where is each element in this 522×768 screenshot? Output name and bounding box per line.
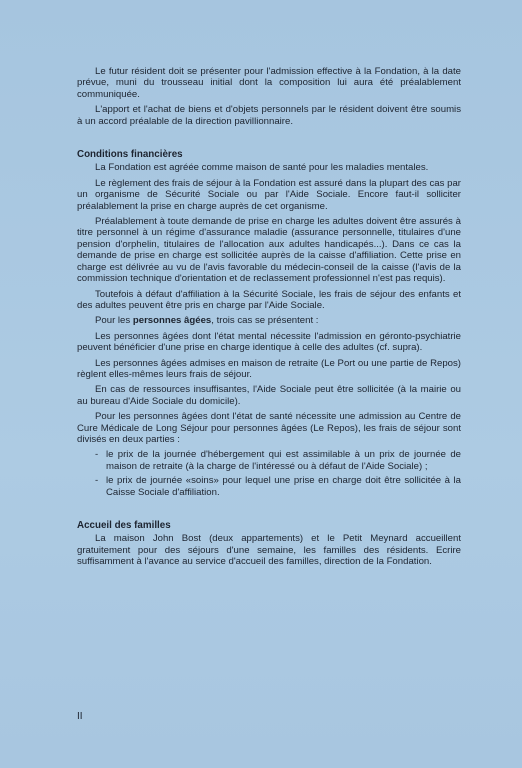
section-spacer — [77, 502, 461, 520]
financial-paragraph-2: Le règlement des frais de séjour à la Fondation est assuré dans la plupart des cas par un organisme de Sécurité Sociale ou par l'Aide Sociale. Encore faut-il solliciter préalablement la prise en charge auprès de cet organisme. — [77, 177, 461, 212]
p5-after: , trois cas se présentent : — [211, 315, 319, 327]
elderly-emphasis: personnes âgées — [132, 315, 212, 327]
financial-conditions-heading: Conditions financières — [77, 149, 183, 161]
financial-paragraph-7: Les personnes âgées admises en maison de retraite (Le Port ou une partie de Repos) règlent elles-mêmes leurs frais de séjour. — [77, 357, 461, 380]
page-content — [77, 66, 461, 572]
section-spacer — [77, 131, 461, 149]
families-paragraph-1: La maison John Bost (deux appartements) et le Petit Meynard accueillent gratuitement pour des séjours d'une semaine, les familles des résidents. Ecrire suffisamment à l'avance au service d'accueil des familles, direction de la Fondation. — [77, 533, 461, 568]
intro-paragraph-1: Le futur résident doit se présenter pour l'admission effective à la Fondation, à la date prévue, muni du trousseau initial dont la composition lui aura été préalablement communiquée. — [77, 66, 461, 100]
financial-paragraph-9: Pour les personnes âgées dont l'état de santé nécessite une admission au Centre de Cure Médicale de Long Séjour pour personnes âgées (Le Repos), les frais de séjour sont divisés en deux parties : — [77, 411, 461, 445]
financial-paragraph-5 — [77, 315, 461, 326]
fee-part-item: - le prix de journée «soins» pour lequel une prise en charge doit être sollicitée à la Caisse Sociale d'affiliation. — [95, 475, 461, 498]
p5-before: Pour les — [95, 315, 133, 327]
fee-parts-list — [77, 449, 461, 498]
family-welcome-heading: Accueil des familles — [77, 520, 171, 531]
financial-paragraph-1: La Fondation est agréée comme maison de santé pour les maladies mentales. — [95, 162, 429, 174]
financial-paragraph-4: Toutefois à défaut d'affiliation à la Sécurité Sociale, les frais de séjour des enfants et des adultes peuvent être pris en charge par l'Aide Sociale. — [77, 288, 461, 311]
financial-paragraph-6: Les personnes âgées dont l'état mental nécessite l'admission en géronto-psychiatrie peuvent bénéficier d'une prise en charge identique à celle des adultes (cf. supra). — [77, 330, 461, 354]
financial-paragraph-3: Préalablement à toute demande de prise en charge les adultes doivent être assurés à titre personnel à un régime d'assurance maladie (assurance personnelle, titulaires d'une pension d'orphelin, titulaires de l'allocation aux adultes handicapés...). Dans ce cas la demande de prise en charge est sollicitée auprès de la caisse d'affiliation. Cette prise en charge est délivrée au vu de l'avis favorable du médecin-conseil de la caisse (l'avis de la commission technique d'orientation et de reclassement professionnel n'est pas requis). — [77, 216, 461, 285]
fee-part-item: - le prix de la journée d'hébergement qui est assimilable à un prix de journée de maison de retraite (à la charge de l'intéressé ou à défaut de l'Aide Sociale) ; — [95, 449, 461, 472]
page-number: II — [77, 711, 83, 722]
intro-paragraph-2: L'apport et l'achat de biens et d'objets personnels par le résident doivent être soumis à un accord préalable de la direction pavillionnaire. — [77, 104, 461, 127]
financial-paragraph-8: En cas de ressources insuffisantes, l'Aide Sociale peut être sollicitée (à la mairie ou au bureau d'Aide Sociale du domicile). — [77, 384, 461, 407]
